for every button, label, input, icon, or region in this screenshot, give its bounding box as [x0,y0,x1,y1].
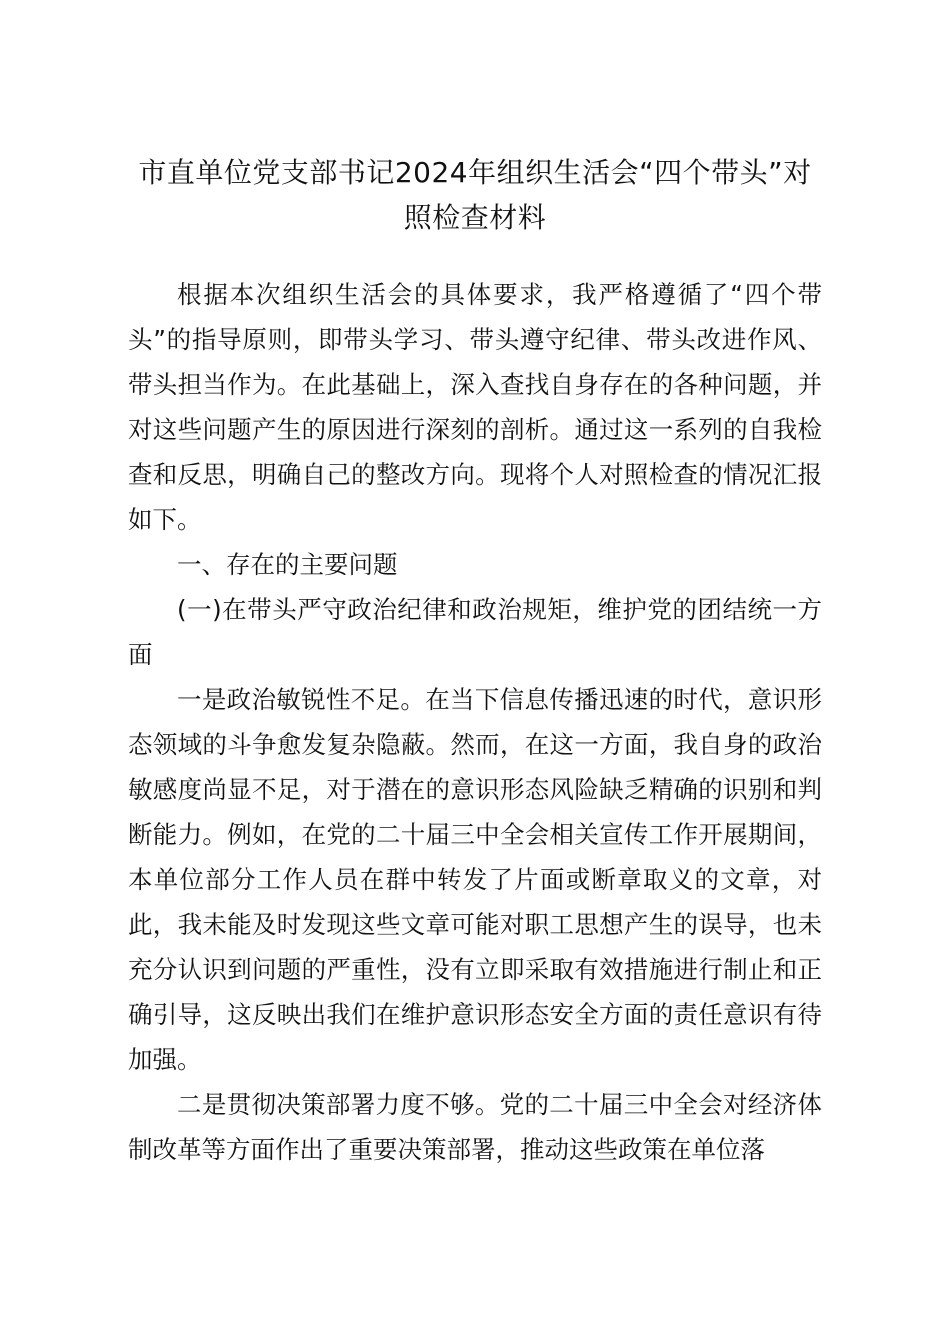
paragraph-decision-implementation: 二是贯彻决策部署力度不够。党的二十届三中全会对经济体制改革等方面作出了重要决策部署，推动这些政策在单位落 [128,1090,822,1164]
document-title: 市直单位党支部书记2024年组织生活会“四个带头”对照检查材料 [138,156,812,234]
section-heading-main-problems: 一、存在的主要问题 [177,550,398,579]
paragraph-political-sensitivity: 一是政治敏锐性不足。在当下信息传播迅速的时代，意识形态领域的斗争愈发复杂隐蔽。然而，在这一方面，我自身的政治敏感度尚显不足，对于潜在的意识形态风险缺乏精确的识别和判断能力。例如，在党的二十届三中全会相关宣传工作开展期间，本单位部分工作人员在群中转发了片面或断章取义的文章，对此，我未能及时发现这些文章可能对职工思想产生的误导，也未充分认识到问题的严重性，没有立即采取有效措施进行制止和正确引导，这反映出我们在维护意识形态安全方面的责任意识有待加强。 [128,685,822,1074]
subsection-heading-political-discipline: (一)在带头严守政治纪律和政治规矩，维护党的团结统一方面 [128,595,822,669]
document-body [128,272,822,1172]
intro-paragraph: 根据本次组织生活会的具体要求，我严格遵循了“四个带头”的指导原则，即带头学习、带头遵守纪律、带头改进作风、带头担当作为。在此基础上，深入查找自身存在的各种问题，并对这些问题产生的原因进行深刻的剖析。通过这一系列的自我检查和反思，明确自己的整改方向。现将个人对照检查的情况汇报如下。 [128,280,822,534]
